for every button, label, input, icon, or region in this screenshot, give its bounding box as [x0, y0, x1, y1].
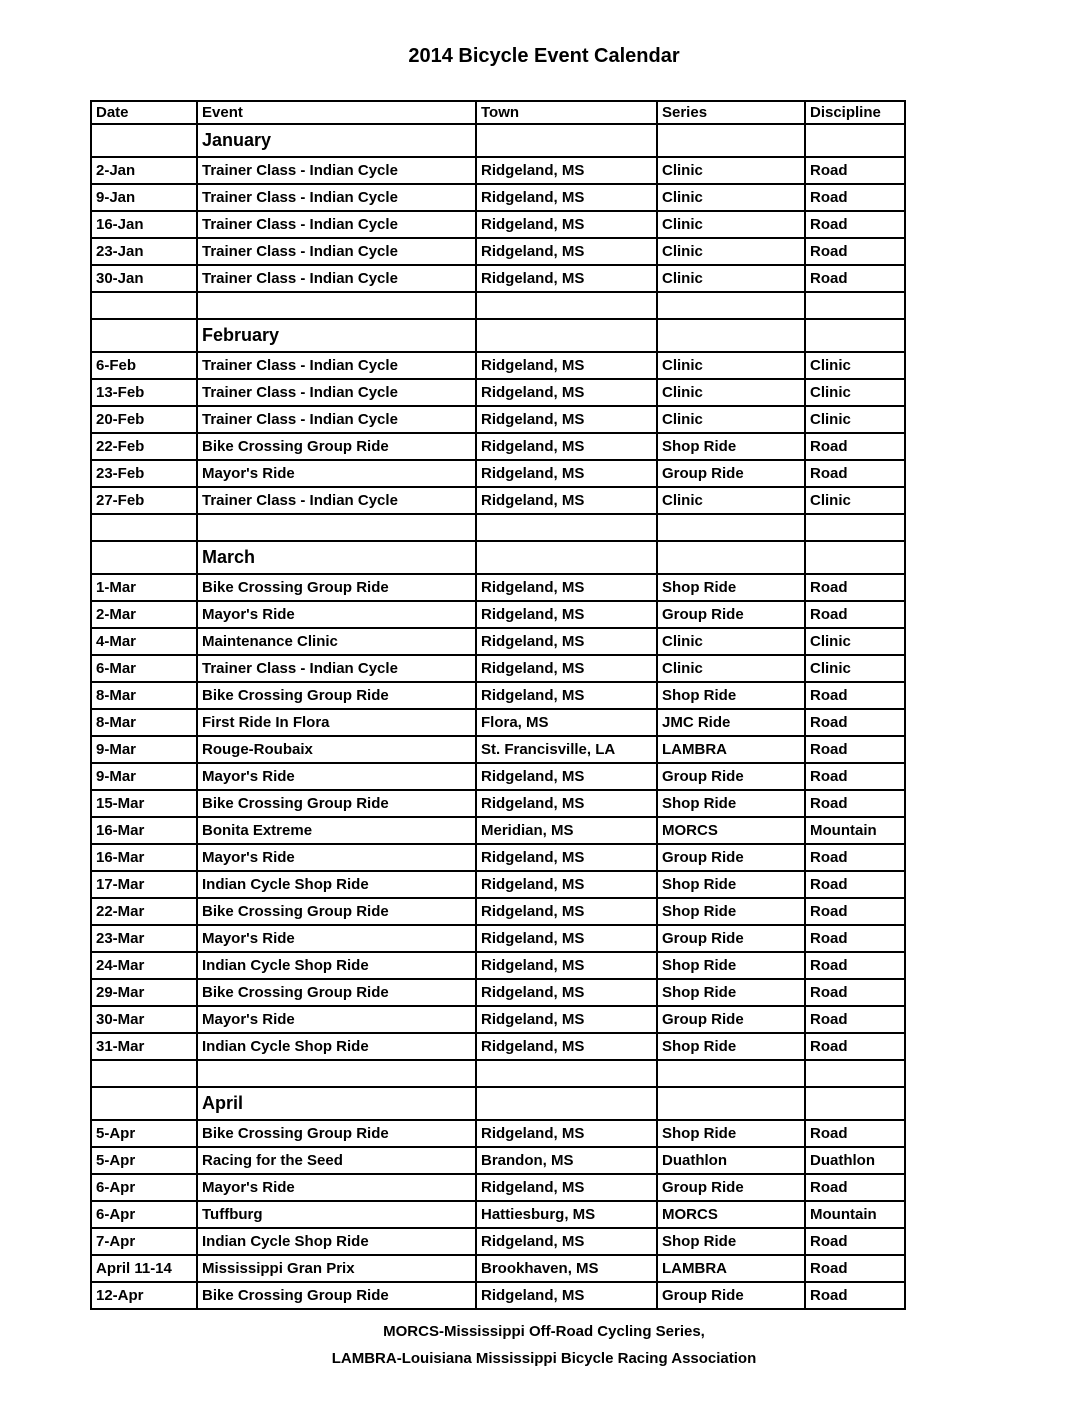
- event-row: [91, 460, 905, 487]
- cell-event: First Ride In Flora: [197, 709, 476, 736]
- cell-discipline: Road: [805, 1174, 905, 1201]
- cell-discipline: Road: [805, 763, 905, 790]
- cell-event: Trainer Class - Indian Cycle: [197, 655, 476, 682]
- cell-date: 6-Feb: [91, 352, 197, 379]
- cell-town: Ridgeland, MS: [476, 1174, 657, 1201]
- cell-town: Ridgeland, MS: [476, 1282, 657, 1309]
- spacer-cell: [657, 292, 805, 319]
- event-row: [91, 844, 905, 871]
- event-row: [91, 601, 905, 628]
- cell-discipline: Road: [805, 574, 905, 601]
- event-row: [91, 487, 905, 514]
- cell-discipline: Mountain: [805, 1201, 905, 1228]
- cell-date: 7-Apr: [91, 1228, 197, 1255]
- event-row: [91, 238, 905, 265]
- cell-event: Mayor's Ride: [197, 925, 476, 952]
- event-row: [91, 925, 905, 952]
- cell-date: 2-Mar: [91, 601, 197, 628]
- cell-date: 12-Apr: [91, 1282, 197, 1309]
- cell-discipline: Mountain: [805, 817, 905, 844]
- cell-series: Duathlon: [657, 1147, 805, 1174]
- cell-date: 23-Feb: [91, 460, 197, 487]
- cell-event: Mayor's Ride: [197, 844, 476, 871]
- month-row-empty-cell: [657, 124, 805, 157]
- month-row: [91, 319, 905, 352]
- cell-series: Group Ride: [657, 1174, 805, 1201]
- cell-date: 4-Mar: [91, 628, 197, 655]
- month-label: April: [197, 1087, 476, 1120]
- event-row: [91, 1147, 905, 1174]
- cell-discipline: Road: [805, 709, 905, 736]
- cell-date: 16-Mar: [91, 817, 197, 844]
- cell-date: 13-Feb: [91, 379, 197, 406]
- cell-date: 6-Mar: [91, 655, 197, 682]
- cell-discipline: Road: [805, 1255, 905, 1282]
- column-header-discipline: Discipline: [805, 101, 905, 124]
- cell-town: Ridgeland, MS: [476, 379, 657, 406]
- cell-event: Bike Crossing Group Ride: [197, 979, 476, 1006]
- cell-discipline: Road: [805, 1282, 905, 1309]
- cell-event: Maintenance Clinic: [197, 628, 476, 655]
- cell-town: Ridgeland, MS: [476, 487, 657, 514]
- cell-date: 20-Feb: [91, 406, 197, 433]
- month-label: January: [197, 124, 476, 157]
- cell-event: Trainer Class - Indian Cycle: [197, 211, 476, 238]
- cell-event: Mayor's Ride: [197, 1006, 476, 1033]
- column-header-event: Event: [197, 101, 476, 124]
- cell-town: Ridgeland, MS: [476, 574, 657, 601]
- cell-event: Bonita Extreme: [197, 817, 476, 844]
- cell-discipline: Clinic: [805, 379, 905, 406]
- cell-town: Ridgeland, MS: [476, 406, 657, 433]
- cell-discipline: Road: [805, 211, 905, 238]
- cell-town: Ridgeland, MS: [476, 211, 657, 238]
- event-row: [91, 352, 905, 379]
- cell-series: Shop Ride: [657, 1228, 805, 1255]
- month-row-empty-cell: [91, 1087, 197, 1120]
- cell-discipline: Road: [805, 1228, 905, 1255]
- cell-series: Shop Ride: [657, 433, 805, 460]
- cell-series: Group Ride: [657, 925, 805, 952]
- column-header-town: Town: [476, 101, 657, 124]
- cell-town: Ridgeland, MS: [476, 682, 657, 709]
- cell-date: 23-Mar: [91, 925, 197, 952]
- cell-discipline: Road: [805, 898, 905, 925]
- cell-series: MORCS: [657, 1201, 805, 1228]
- cell-event: Indian Cycle Shop Ride: [197, 1033, 476, 1060]
- cell-town: Ridgeland, MS: [476, 352, 657, 379]
- cell-town: Ridgeland, MS: [476, 184, 657, 211]
- event-row: [91, 406, 905, 433]
- month-row-empty-cell: [657, 541, 805, 574]
- event-row: [91, 871, 905, 898]
- footer-note-lambra: LAMBRA-Louisiana Mississippi Bicycle Racing Association: [331, 1350, 757, 1367]
- cell-town: Ridgeland, MS: [476, 265, 657, 292]
- event-row: [91, 1174, 905, 1201]
- cell-town: Ridgeland, MS: [476, 601, 657, 628]
- event-row: [91, 763, 905, 790]
- spacer-cell: [197, 1060, 476, 1087]
- cell-town: Ridgeland, MS: [476, 1120, 657, 1147]
- month-row: [91, 1087, 905, 1120]
- cell-event: Mississippi Gran Prix: [197, 1255, 476, 1282]
- cell-series: JMC Ride: [657, 709, 805, 736]
- cell-event: Indian Cycle Shop Ride: [197, 871, 476, 898]
- cell-event: Rouge-Roubaix: [197, 736, 476, 763]
- event-row: [91, 1201, 905, 1228]
- cell-date: 30-Mar: [91, 1006, 197, 1033]
- cell-series: MORCS: [657, 817, 805, 844]
- cell-series: Group Ride: [657, 1282, 805, 1309]
- month-row-empty-cell: [91, 319, 197, 352]
- cell-discipline: Road: [805, 952, 905, 979]
- month-row-empty-cell: [476, 124, 657, 157]
- cell-event: Trainer Class - Indian Cycle: [197, 184, 476, 211]
- spacer-row: [91, 292, 905, 319]
- cell-date: April 11-14: [91, 1255, 197, 1282]
- cell-series: LAMBRA: [657, 736, 805, 763]
- spacer-row: [91, 514, 905, 541]
- spacer-row: [91, 1060, 905, 1087]
- event-row: [91, 574, 905, 601]
- cell-event: Bike Crossing Group Ride: [197, 433, 476, 460]
- cell-discipline: Road: [805, 460, 905, 487]
- cell-date: 1-Mar: [91, 574, 197, 601]
- cell-event: Trainer Class - Indian Cycle: [197, 406, 476, 433]
- cell-date: 6-Apr: [91, 1201, 197, 1228]
- spacer-cell: [476, 1060, 657, 1087]
- cell-series: Group Ride: [657, 460, 805, 487]
- cell-series: Clinic: [657, 406, 805, 433]
- month-label: February: [197, 319, 476, 352]
- month-row-empty-cell: [805, 1087, 905, 1120]
- cell-town: Brookhaven, MS: [476, 1255, 657, 1282]
- event-row: [91, 379, 905, 406]
- event-row: [91, 709, 905, 736]
- cell-discipline: Road: [805, 844, 905, 871]
- month-row: [91, 541, 905, 574]
- month-row-empty-cell: [805, 319, 905, 352]
- cell-discipline: Road: [805, 433, 905, 460]
- event-row: [91, 736, 905, 763]
- cell-discipline: Road: [805, 790, 905, 817]
- cell-town: Meridian, MS: [476, 817, 657, 844]
- spacer-cell: [657, 1060, 805, 1087]
- cell-event: Bike Crossing Group Ride: [197, 898, 476, 925]
- cell-date: 30-Jan: [91, 265, 197, 292]
- cell-event: Mayor's Ride: [197, 1174, 476, 1201]
- cell-date: 22-Mar: [91, 898, 197, 925]
- cell-event: Trainer Class - Indian Cycle: [197, 265, 476, 292]
- cell-event: Trainer Class - Indian Cycle: [197, 238, 476, 265]
- cell-discipline: Clinic: [805, 406, 905, 433]
- table-header-row: [91, 101, 905, 124]
- cell-date: 15-Mar: [91, 790, 197, 817]
- cell-date: 23-Jan: [91, 238, 197, 265]
- cell-event: Bike Crossing Group Ride: [197, 790, 476, 817]
- cell-town: Ridgeland, MS: [476, 790, 657, 817]
- cell-series: Shop Ride: [657, 898, 805, 925]
- cell-discipline: Road: [805, 157, 905, 184]
- cell-discipline: Road: [805, 871, 905, 898]
- month-row-empty-cell: [91, 541, 197, 574]
- cell-series: Shop Ride: [657, 1033, 805, 1060]
- cell-series: Group Ride: [657, 844, 805, 871]
- footer-notes: [0, 1318, 1088, 1372]
- cell-series: Shop Ride: [657, 574, 805, 601]
- cell-date: 9-Mar: [91, 763, 197, 790]
- cell-date: 2-Jan: [91, 157, 197, 184]
- cell-series: Clinic: [657, 157, 805, 184]
- cell-date: 8-Mar: [91, 709, 197, 736]
- event-row: [91, 211, 905, 238]
- event-row: [91, 655, 905, 682]
- cell-town: Hattiesburg, MS: [476, 1201, 657, 1228]
- cell-town: Brandon, MS: [476, 1147, 657, 1174]
- spacer-cell: [805, 292, 905, 319]
- cell-date: 27-Feb: [91, 487, 197, 514]
- month-row-empty-cell: [91, 124, 197, 157]
- event-row: [91, 790, 905, 817]
- event-row: [91, 1255, 905, 1282]
- cell-date: 6-Apr: [91, 1174, 197, 1201]
- cell-event: Tuffburg: [197, 1201, 476, 1228]
- cell-town: Ridgeland, MS: [476, 952, 657, 979]
- cell-town: Ridgeland, MS: [476, 460, 657, 487]
- cell-series: Shop Ride: [657, 790, 805, 817]
- cell-series: Shop Ride: [657, 682, 805, 709]
- cell-town: Ridgeland, MS: [476, 655, 657, 682]
- cell-town: Ridgeland, MS: [476, 1033, 657, 1060]
- month-row-empty-cell: [476, 1087, 657, 1120]
- cell-town: Ridgeland, MS: [476, 979, 657, 1006]
- spacer-cell: [805, 1060, 905, 1087]
- cell-discipline: Road: [805, 682, 905, 709]
- spacer-cell: [91, 514, 197, 541]
- cell-town: St. Francisville, LA: [476, 736, 657, 763]
- cell-series: Clinic: [657, 265, 805, 292]
- cell-date: 17-Mar: [91, 871, 197, 898]
- cell-discipline: Road: [805, 1033, 905, 1060]
- column-header-date: Date: [91, 101, 197, 124]
- cell-date: 31-Mar: [91, 1033, 197, 1060]
- cell-discipline: Clinic: [805, 487, 905, 514]
- footer-note-morcs: MORCS-Mississippi Off-Road Cycling Series,: [383, 1323, 705, 1340]
- event-row: [91, 1120, 905, 1147]
- spacer-cell: [197, 514, 476, 541]
- cell-discipline: Road: [805, 184, 905, 211]
- cell-discipline: Road: [805, 979, 905, 1006]
- cell-date: 5-Apr: [91, 1120, 197, 1147]
- cell-town: Ridgeland, MS: [476, 238, 657, 265]
- cell-date: 16-Jan: [91, 211, 197, 238]
- event-row: [91, 898, 905, 925]
- event-row: [91, 1228, 905, 1255]
- cell-town: Ridgeland, MS: [476, 844, 657, 871]
- cell-event: Bike Crossing Group Ride: [197, 574, 476, 601]
- cell-series: Clinic: [657, 238, 805, 265]
- cell-town: Ridgeland, MS: [476, 925, 657, 952]
- cell-series: Clinic: [657, 628, 805, 655]
- spacer-cell: [91, 1060, 197, 1087]
- event-row: [91, 157, 905, 184]
- cell-discipline: Road: [805, 238, 905, 265]
- cell-event: Trainer Class - Indian Cycle: [197, 157, 476, 184]
- spacer-cell: [91, 292, 197, 319]
- event-row: [91, 952, 905, 979]
- cell-town: Ridgeland, MS: [476, 1228, 657, 1255]
- cell-town: Ridgeland, MS: [476, 898, 657, 925]
- cell-series: Group Ride: [657, 601, 805, 628]
- cell-town: Flora, MS: [476, 709, 657, 736]
- table-body: [91, 124, 905, 1309]
- spacer-cell: [476, 514, 657, 541]
- month-row-empty-cell: [657, 319, 805, 352]
- cell-town: Ridgeland, MS: [476, 763, 657, 790]
- event-row: [91, 1033, 905, 1060]
- month-label: March: [197, 541, 476, 574]
- cell-series: Clinic: [657, 352, 805, 379]
- cell-town: Ridgeland, MS: [476, 1006, 657, 1033]
- column-header-series: Series: [657, 101, 805, 124]
- cell-date: 9-Mar: [91, 736, 197, 763]
- cell-discipline: Duathlon: [805, 1147, 905, 1174]
- cell-date: 8-Mar: [91, 682, 197, 709]
- cell-discipline: Road: [805, 1006, 905, 1033]
- cell-date: 29-Mar: [91, 979, 197, 1006]
- event-row: [91, 1282, 905, 1309]
- month-row-empty-cell: [476, 319, 657, 352]
- event-row: [91, 433, 905, 460]
- event-row: [91, 979, 905, 1006]
- cell-series: Shop Ride: [657, 952, 805, 979]
- cell-discipline: Clinic: [805, 655, 905, 682]
- event-row: [91, 1006, 905, 1033]
- cell-series: Shop Ride: [657, 1120, 805, 1147]
- cell-town: Ridgeland, MS: [476, 157, 657, 184]
- cell-date: 5-Apr: [91, 1147, 197, 1174]
- cell-discipline: Road: [805, 736, 905, 763]
- cell-event: Trainer Class - Indian Cycle: [197, 487, 476, 514]
- cell-date: 9-Jan: [91, 184, 197, 211]
- cell-date: 22-Feb: [91, 433, 197, 460]
- cell-event: Mayor's Ride: [197, 763, 476, 790]
- cell-event: Trainer Class - Indian Cycle: [197, 379, 476, 406]
- cell-event: Mayor's Ride: [197, 460, 476, 487]
- page-title: 2014 Bicycle Event Calendar: [408, 45, 680, 67]
- month-row-empty-cell: [476, 541, 657, 574]
- cell-series: Clinic: [657, 379, 805, 406]
- event-row: [91, 265, 905, 292]
- cell-town: Ridgeland, MS: [476, 871, 657, 898]
- event-row: [91, 184, 905, 211]
- cell-event: Bike Crossing Group Ride: [197, 1282, 476, 1309]
- cell-event: Racing for the Seed: [197, 1147, 476, 1174]
- month-row: [91, 124, 905, 157]
- cell-discipline: Road: [805, 601, 905, 628]
- cell-series: Group Ride: [657, 1006, 805, 1033]
- cell-series: Clinic: [657, 211, 805, 238]
- cell-event: Mayor's Ride: [197, 601, 476, 628]
- cell-event: Indian Cycle Shop Ride: [197, 1228, 476, 1255]
- cell-series: Clinic: [657, 184, 805, 211]
- month-row-empty-cell: [805, 541, 905, 574]
- cell-town: Ridgeland, MS: [476, 433, 657, 460]
- month-row-empty-cell: [657, 1087, 805, 1120]
- spacer-cell: [197, 292, 476, 319]
- cell-event: Indian Cycle Shop Ride: [197, 952, 476, 979]
- cell-series: Group Ride: [657, 763, 805, 790]
- cell-discipline: Road: [805, 1120, 905, 1147]
- cell-series: Clinic: [657, 655, 805, 682]
- spacer-cell: [476, 292, 657, 319]
- cell-discipline: Clinic: [805, 628, 905, 655]
- cell-date: 16-Mar: [91, 844, 197, 871]
- cell-series: LAMBRA: [657, 1255, 805, 1282]
- event-row: [91, 628, 905, 655]
- cell-discipline: Road: [805, 925, 905, 952]
- cell-date: 24-Mar: [91, 952, 197, 979]
- spacer-cell: [657, 514, 805, 541]
- cell-series: Shop Ride: [657, 979, 805, 1006]
- event-calendar-table: [90, 100, 906, 1310]
- cell-town: Ridgeland, MS: [476, 628, 657, 655]
- month-row-empty-cell: [805, 124, 905, 157]
- cell-series: Clinic: [657, 487, 805, 514]
- event-row: [91, 682, 905, 709]
- cell-event: Bike Crossing Group Ride: [197, 1120, 476, 1147]
- event-row: [91, 817, 905, 844]
- cell-event: Trainer Class - Indian Cycle: [197, 352, 476, 379]
- cell-discipline: Clinic: [805, 352, 905, 379]
- cell-series: Shop Ride: [657, 871, 805, 898]
- cell-discipline: Road: [805, 265, 905, 292]
- spacer-cell: [805, 514, 905, 541]
- cell-event: Bike Crossing Group Ride: [197, 682, 476, 709]
